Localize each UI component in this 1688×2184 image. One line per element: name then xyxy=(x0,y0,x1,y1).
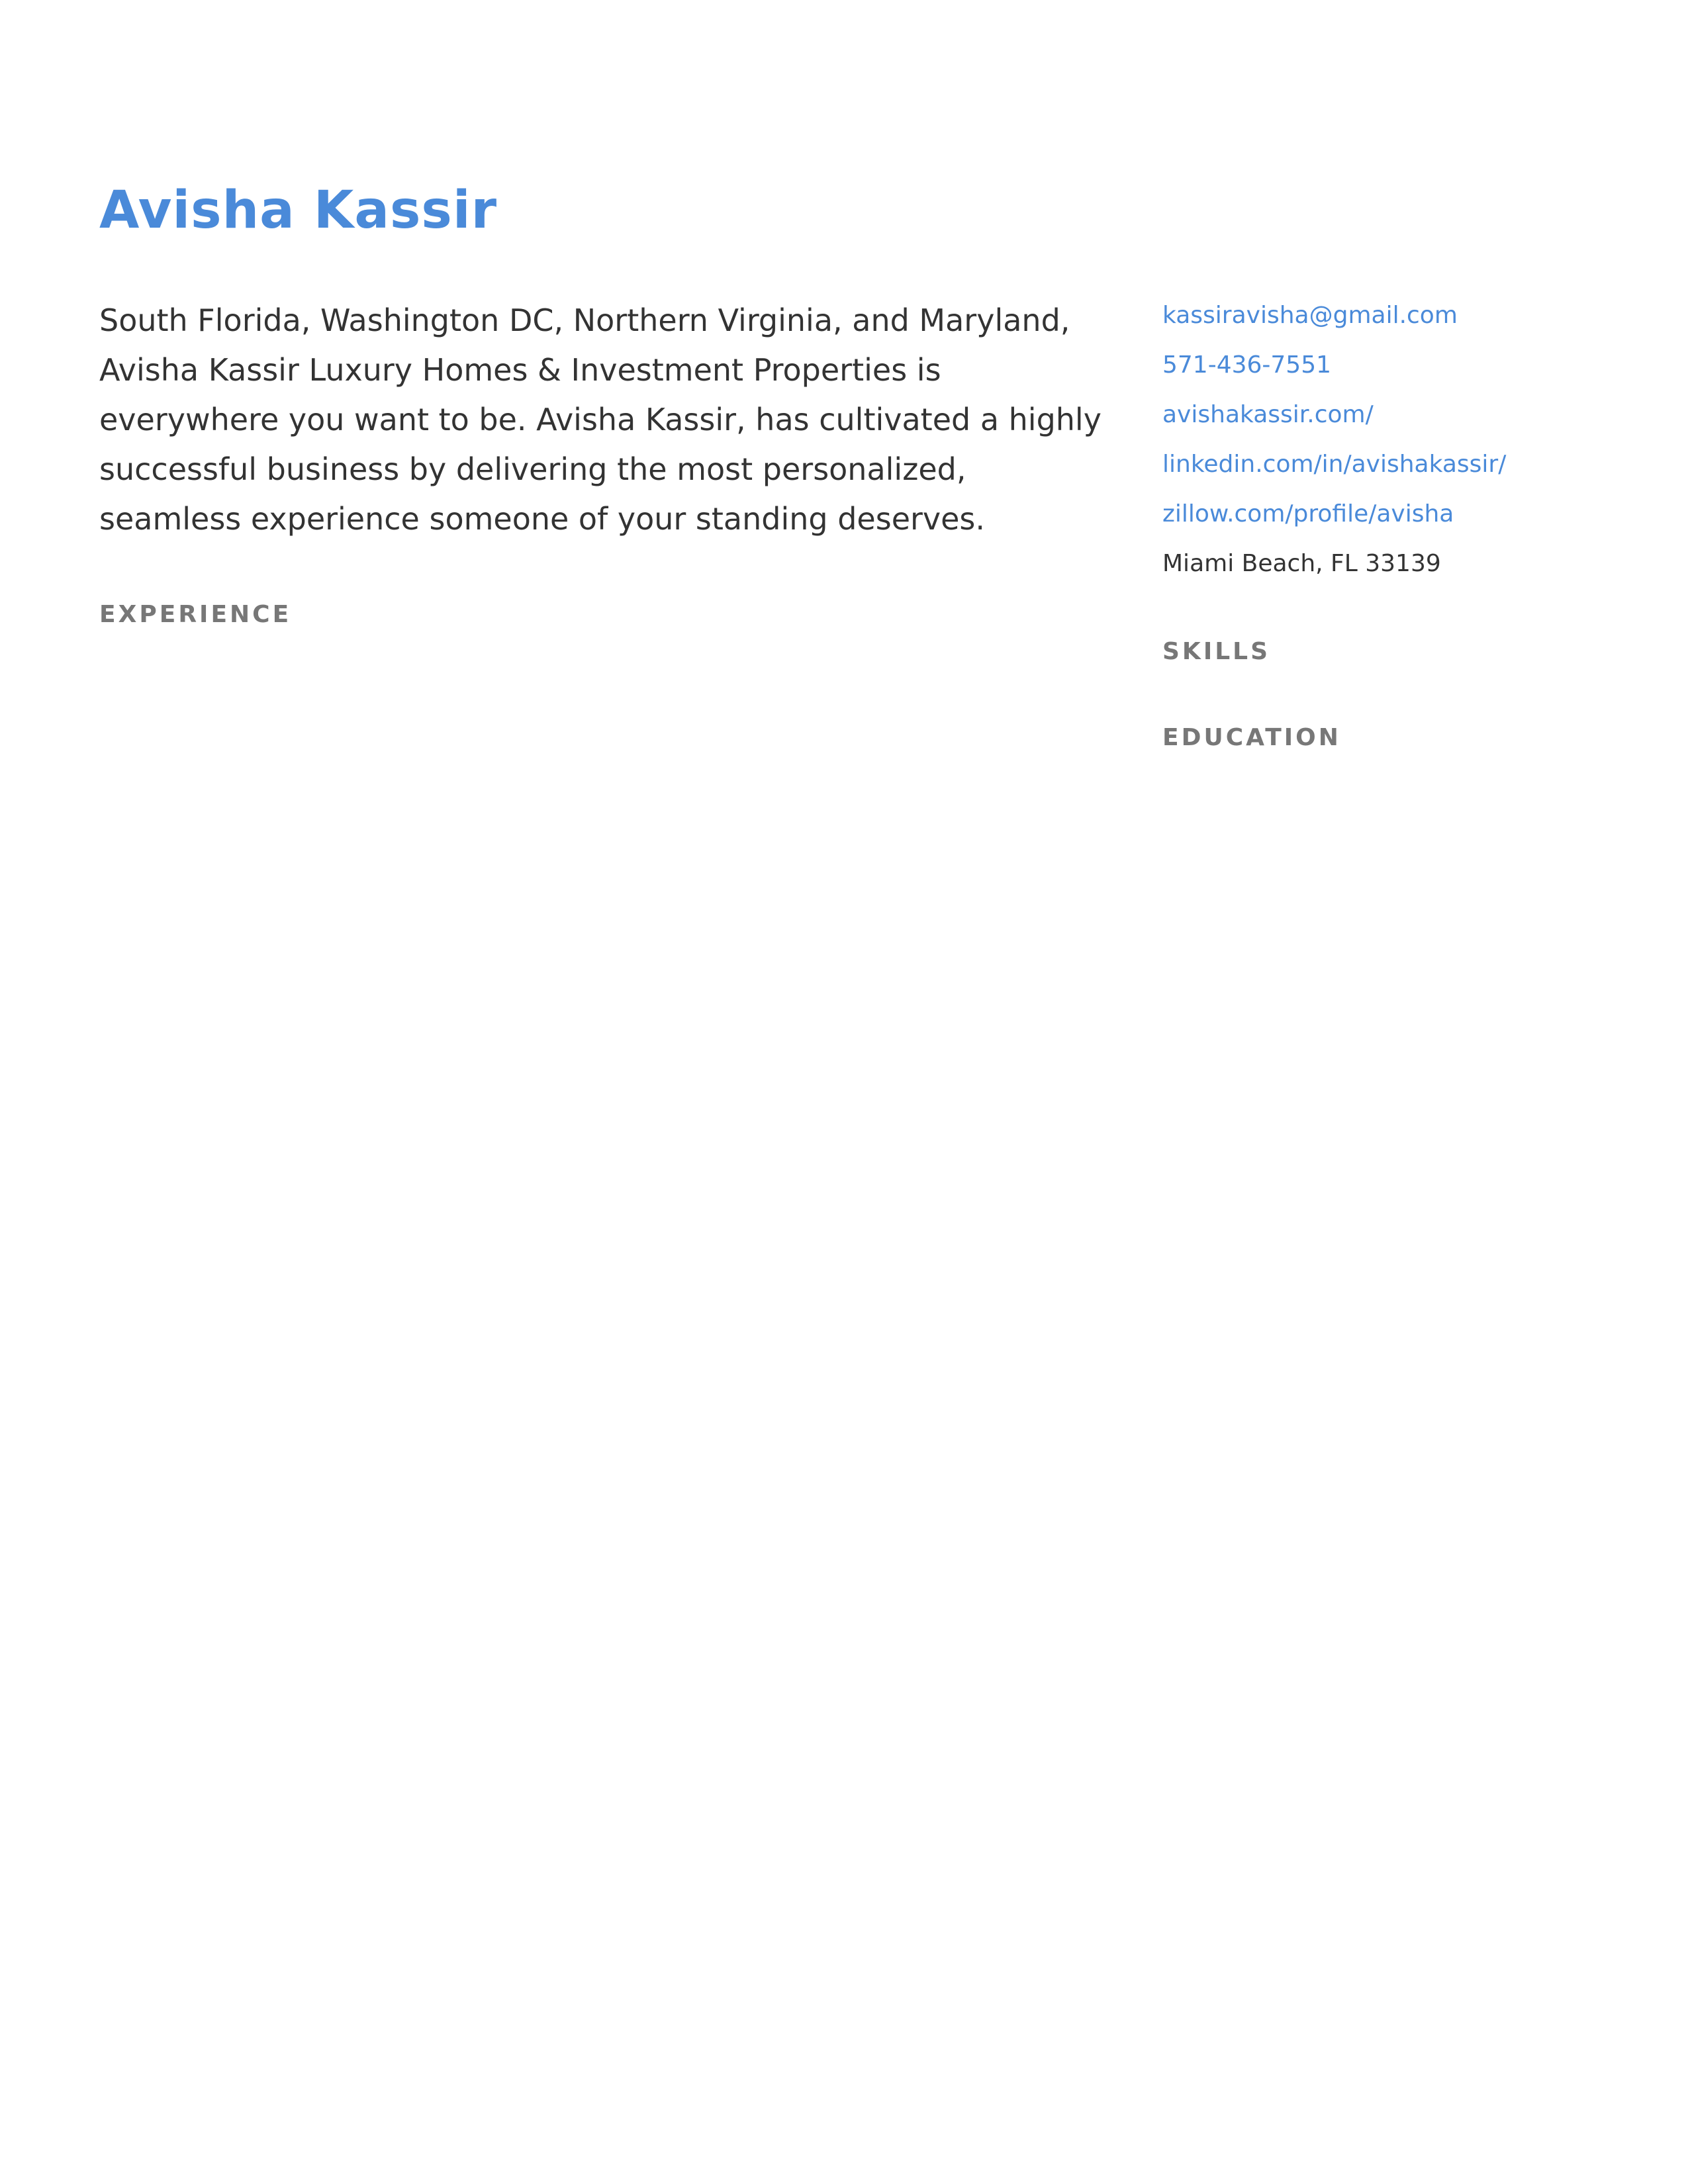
professional-summary: South Florida, Washington DC, Northern Virginia, and Maryland, Avisha Kassir Luxury Homes & Investment Properties is everywhere you want to be. Avisha Kassir, has cultivated a highly successful business by delivering the most personalized, seamless experience someone of your standing deserves. xyxy=(99,302,1102,537)
education-heading: EDUCATION xyxy=(1162,724,1341,751)
candidate-name: Avisha Kassir xyxy=(99,181,498,240)
zillow-link[interactable]: zillow.com/profile/avisha xyxy=(1162,500,1454,527)
linkedin-link[interactable]: linkedin.com/in/avishakassir/ xyxy=(1162,451,1507,478)
address-text: Miami Beach, FL 33139 xyxy=(1162,550,1441,577)
website-link[interactable]: avishakassir.com/ xyxy=(1162,401,1374,428)
email-link[interactable]: kassiravisha@gmail.com xyxy=(1162,302,1458,329)
skills-heading: SKILLS xyxy=(1162,638,1271,665)
experience-heading: EXPERIENCE xyxy=(99,601,292,628)
phone-link[interactable]: 571-436-7551 xyxy=(1162,351,1332,379)
contact-info xyxy=(1162,299,1506,597)
